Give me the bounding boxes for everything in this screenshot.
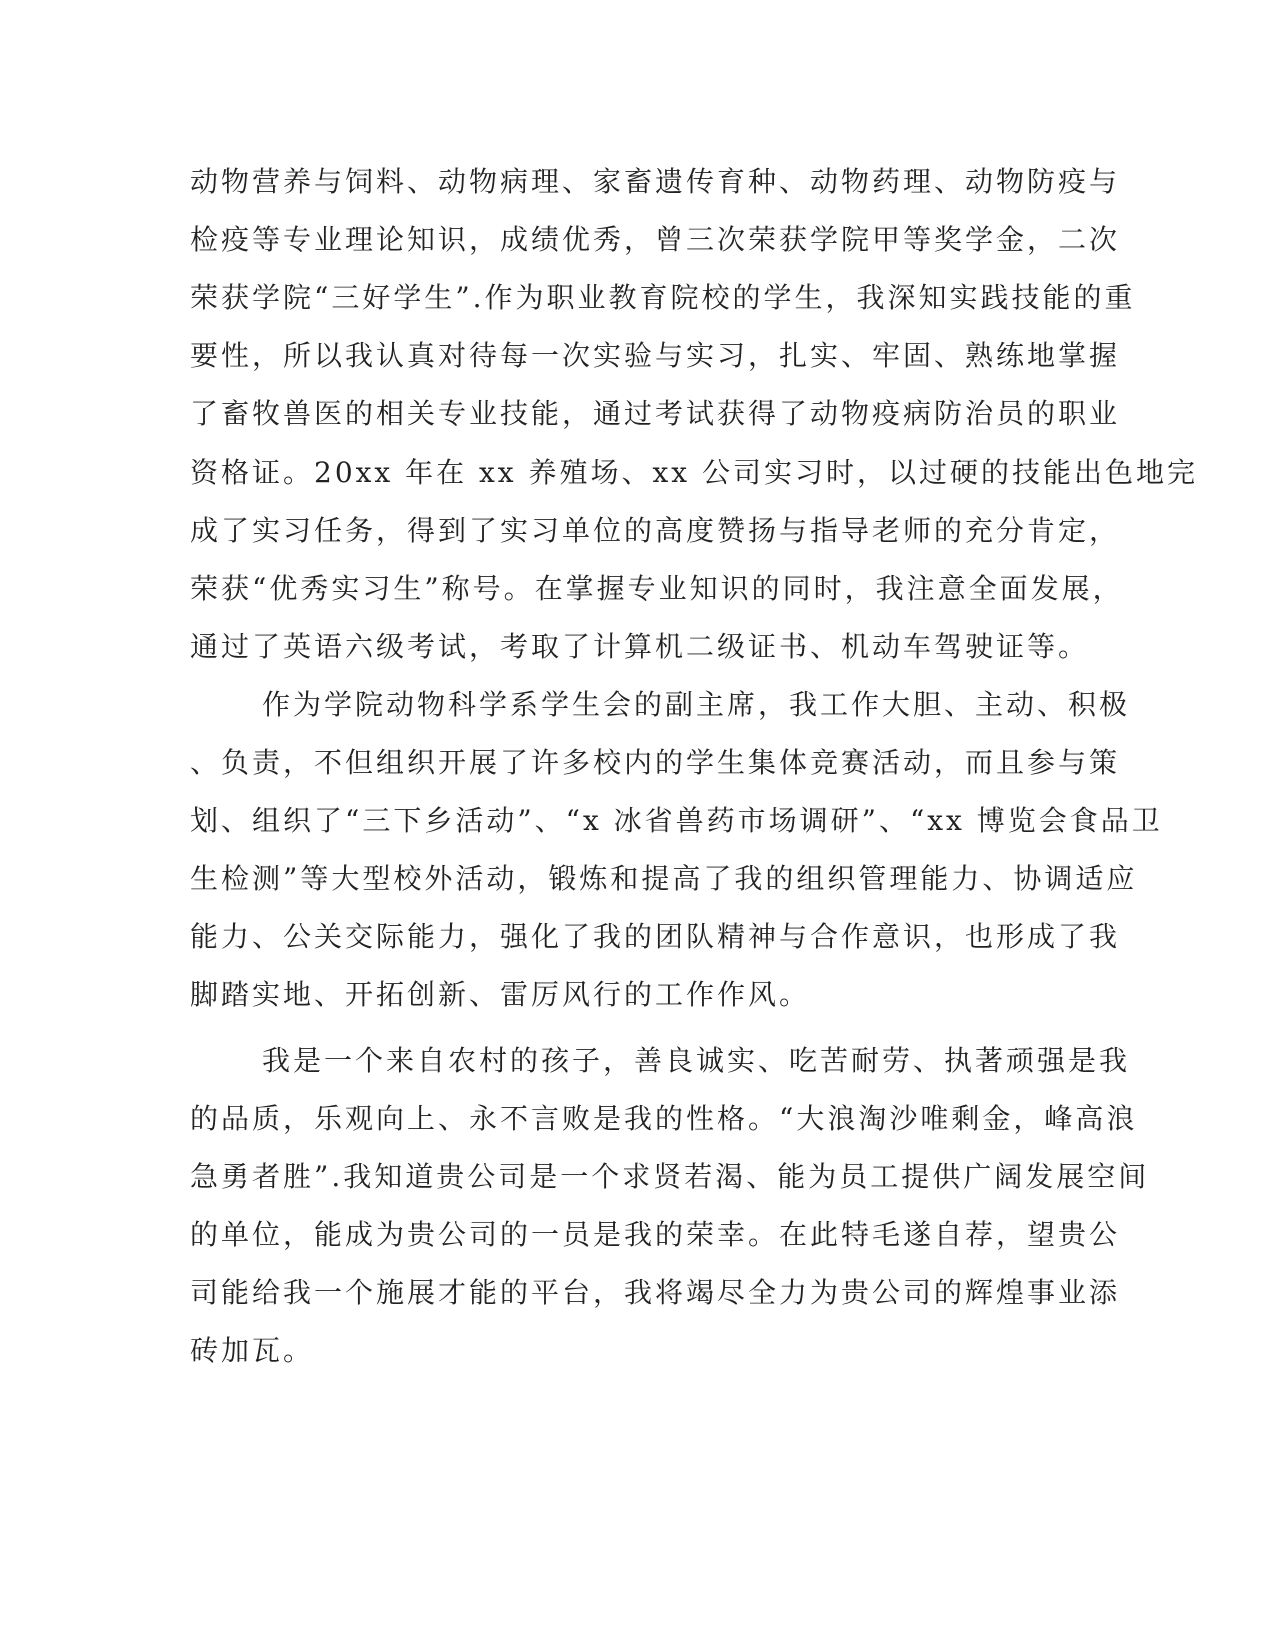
text-line: 荣获学院“三好学生”.作为职业教育院校的学生，我深知实践技能的重 [190, 281, 1136, 314]
text-line: 荣获“优秀实习生”称号。在掌握专业知识的同时，我注意全面发展， [190, 572, 1124, 605]
text-line: 的单位，能成为贵公司的一员是我的荣幸。在此特毛遂自荐，望贵公 [190, 1218, 1121, 1251]
text-line: 砖加瓦。 [190, 1334, 315, 1367]
text-line: 资格证。20xx 年在 xx 养殖场、xx 公司实习时，以过硬的技能出色地完 [190, 456, 1198, 489]
text-line: 司能给我一个施展才能的平台，我将竭尽全力为贵公司的辉煌事业添 [190, 1276, 1121, 1309]
text-line: 通过了英语六级考试，考取了计算机二级证书、机动车驾驶证等。 [190, 630, 1090, 663]
text-line: 生检测”等大型校外活动，锻炼和提高了我的组织管理能力、协调适应 [190, 862, 1138, 895]
text-line: 了畜牧兽医的相关专业技能，通过考试获得了动物疫病防治员的职业 [190, 397, 1121, 430]
text-line: 急勇者胜”.我知道贵公司是一个求贤若渴、能为员工提供广阔发展空间 [190, 1160, 1150, 1193]
paragraph-first-line: 作为学院动物科学系学生会的副主席，我工作大胆、主动、积极 [262, 688, 1131, 721]
paragraph-first-line: 我是一个来自农村的孩子，善良诚实、吃苦耐劳、执著顽强是我 [262, 1044, 1131, 1077]
text-line: 能力、公关交际能力，强化了我的团队精神与合作意识，也形成了我 [190, 920, 1121, 953]
text-line: 划、组织了“三下乡活动”、“x 冰省兽药市场调研”、“xx 博览会食品卫 [190, 804, 1163, 837]
text-line: 的品质，乐观向上、永不言败是我的性格。“大浪淘沙唯剩金，峰高浪 [190, 1102, 1138, 1135]
text-line: 要性，所以我认真对待每一次实验与实习，扎实、牢固、熟练地掌握 [190, 339, 1121, 372]
text-line: 动物营养与饲料、动物病理、家畜遗传育种、动物药理、动物防疫与 [190, 165, 1121, 198]
text-line: 成了实习任务，得到了实习单位的高度赞扬与指导老师的充分肯定， [190, 514, 1121, 547]
text-line: 检疫等专业理论知识，成绩优秀，曾三次荣获学院甲等奖学金，二次 [190, 223, 1121, 256]
text-line: 、负责，不但组织开展了许多校内的学生集体竞赛活动，而且参与策 [190, 746, 1121, 779]
text-line: 脚踏实地、开拓创新、雷厉风行的工作作风。 [190, 978, 811, 1011]
